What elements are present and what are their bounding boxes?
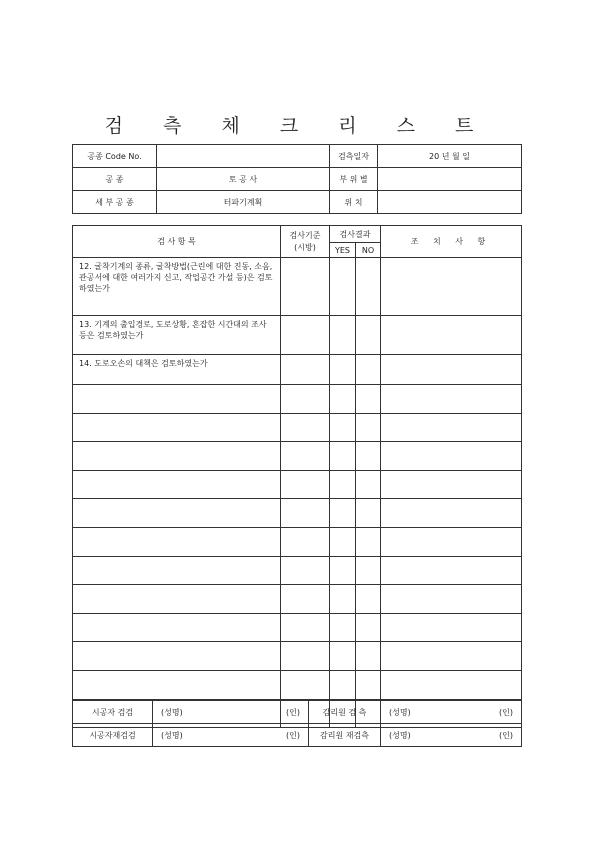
check-no[interactable] bbox=[356, 355, 381, 385]
check-standard[interactable] bbox=[281, 258, 330, 316]
check-standard[interactable] bbox=[281, 385, 330, 414]
check-yes[interactable] bbox=[330, 413, 356, 442]
checklist-row bbox=[73, 355, 522, 385]
check-no[interactable] bbox=[356, 527, 381, 556]
info-label-2: 검측일자 bbox=[330, 145, 378, 168]
info-value-2[interactable]: 20 년 월 일 bbox=[378, 145, 522, 168]
check-no[interactable] bbox=[356, 613, 381, 642]
header-no: NO bbox=[356, 243, 381, 258]
check-action[interactable] bbox=[381, 585, 522, 614]
signature-row bbox=[73, 724, 522, 747]
info-value[interactable] bbox=[157, 145, 330, 168]
checklist-row bbox=[73, 527, 522, 556]
page-title: 검 측 체 크 리 스 트 bbox=[104, 115, 491, 137]
info-table bbox=[72, 144, 522, 214]
signature-role: 시공자재검검 bbox=[73, 724, 153, 747]
info-row bbox=[73, 145, 522, 168]
check-item bbox=[73, 442, 281, 471]
check-item bbox=[73, 670, 281, 699]
check-action[interactable] bbox=[381, 670, 522, 699]
check-item bbox=[73, 613, 281, 642]
signature-row bbox=[73, 701, 522, 724]
check-item: 12. 굴착기계의 종류, 굴착방법(근린에 대한 진동, 소음, 관공서에 대한 여러가지 신고, 작업공간 가설 등)은 검토하였는가 bbox=[73, 258, 281, 316]
checklist-row bbox=[73, 642, 522, 671]
signature-field-2[interactable] bbox=[381, 724, 522, 747]
check-standard[interactable] bbox=[281, 527, 330, 556]
check-yes[interactable] bbox=[330, 499, 356, 528]
check-action[interactable] bbox=[381, 355, 522, 385]
info-row bbox=[73, 168, 522, 191]
check-no[interactable] bbox=[356, 499, 381, 528]
check-standard[interactable] bbox=[281, 316, 330, 355]
checklist-row bbox=[73, 499, 522, 528]
seal-mark-2: (인) bbox=[499, 707, 513, 717]
check-yes[interactable] bbox=[330, 442, 356, 471]
check-action[interactable] bbox=[381, 470, 522, 499]
check-no[interactable] bbox=[356, 670, 381, 699]
signature-name-2: (성명) bbox=[389, 730, 411, 740]
check-standard[interactable] bbox=[281, 613, 330, 642]
check-no[interactable] bbox=[356, 258, 381, 316]
check-action[interactable] bbox=[381, 527, 522, 556]
checklist-row bbox=[73, 258, 522, 316]
check-no[interactable] bbox=[356, 470, 381, 499]
header-item: 검 사 항 목 bbox=[73, 226, 281, 258]
check-standard[interactable] bbox=[281, 413, 330, 442]
check-action[interactable] bbox=[381, 258, 522, 316]
check-standard[interactable] bbox=[281, 585, 330, 614]
checklist-row bbox=[73, 385, 522, 414]
check-no[interactable] bbox=[356, 385, 381, 414]
seal-mark-2: (인) bbox=[499, 730, 513, 740]
check-no[interactable] bbox=[356, 316, 381, 355]
check-item bbox=[73, 499, 281, 528]
check-yes[interactable] bbox=[330, 258, 356, 316]
check-action[interactable] bbox=[381, 316, 522, 355]
check-item bbox=[73, 413, 281, 442]
info-value-2[interactable] bbox=[378, 191, 522, 214]
info-value-2[interactable] bbox=[378, 168, 522, 191]
check-yes[interactable] bbox=[330, 613, 356, 642]
checklist-table bbox=[72, 225, 522, 728]
check-yes[interactable] bbox=[330, 585, 356, 614]
info-label: 공종 Code No. bbox=[73, 145, 157, 168]
check-item bbox=[73, 556, 281, 585]
info-label-2: 위 치 bbox=[330, 191, 378, 214]
check-action[interactable] bbox=[381, 556, 522, 585]
check-action[interactable] bbox=[381, 413, 522, 442]
checklist-row bbox=[73, 413, 522, 442]
info-label: 세 부 공 종 bbox=[73, 191, 157, 214]
signature-field-2[interactable] bbox=[381, 701, 522, 724]
signature-role-2: 감리원 재검측 bbox=[309, 724, 381, 747]
header-standard: 검사기준 (시방) bbox=[281, 226, 330, 258]
check-action[interactable] bbox=[381, 613, 522, 642]
signature-table bbox=[72, 700, 522, 747]
check-action[interactable] bbox=[381, 385, 522, 414]
check-no[interactable] bbox=[356, 442, 381, 471]
seal-mark: (인) bbox=[286, 707, 300, 717]
check-item bbox=[73, 385, 281, 414]
signature-field[interactable] bbox=[153, 701, 309, 724]
check-standard[interactable] bbox=[281, 442, 330, 471]
check-yes[interactable] bbox=[330, 527, 356, 556]
signature-name: (성명) bbox=[161, 707, 183, 717]
check-item bbox=[73, 527, 281, 556]
check-item bbox=[73, 585, 281, 614]
check-yes[interactable] bbox=[330, 316, 356, 355]
check-item: 14. 도로오손의 대책은 검토하였는가 bbox=[73, 355, 281, 385]
check-yes[interactable] bbox=[330, 470, 356, 499]
check-yes[interactable] bbox=[330, 670, 356, 699]
signature-field[interactable] bbox=[153, 724, 309, 747]
checklist-row bbox=[73, 470, 522, 499]
check-yes[interactable] bbox=[330, 642, 356, 671]
header-result: 검사결과 bbox=[330, 226, 381, 243]
checklist-row bbox=[73, 316, 522, 355]
checklist-row bbox=[73, 556, 522, 585]
signature-role-2: 감리원 검 측 bbox=[309, 701, 381, 724]
checklist-row bbox=[73, 585, 522, 614]
signature-name-2: (성명) bbox=[389, 707, 411, 717]
header-action: 조 치 사 항 bbox=[381, 226, 522, 258]
check-action[interactable] bbox=[381, 442, 522, 471]
check-standard[interactable] bbox=[281, 499, 330, 528]
check-action[interactable] bbox=[381, 642, 522, 671]
info-value[interactable]: 토 공 사 bbox=[157, 168, 330, 191]
check-standard[interactable] bbox=[281, 556, 330, 585]
check-item bbox=[73, 470, 281, 499]
check-yes[interactable] bbox=[330, 556, 356, 585]
info-row bbox=[73, 191, 522, 214]
signature-name: (성명) bbox=[161, 730, 183, 740]
check-standard[interactable] bbox=[281, 642, 330, 671]
check-standard[interactable] bbox=[281, 670, 330, 699]
signature-role: 시공자 검검 bbox=[73, 701, 153, 724]
check-no[interactable] bbox=[356, 413, 381, 442]
check-item bbox=[73, 642, 281, 671]
check-item: 13. 기계의 출입경로, 도로상황, 혼잡한 시간대의 조사 등은 검토하였는가 bbox=[73, 316, 281, 355]
info-value[interactable]: 터파기계획 bbox=[157, 191, 330, 214]
check-action[interactable] bbox=[381, 499, 522, 528]
check-no[interactable] bbox=[356, 585, 381, 614]
info-label: 공 종 bbox=[73, 168, 157, 191]
check-yes[interactable] bbox=[330, 355, 356, 385]
header-yes: YES bbox=[330, 243, 356, 258]
checklist-row bbox=[73, 613, 522, 642]
check-yes[interactable] bbox=[330, 385, 356, 414]
seal-mark: (인) bbox=[286, 730, 300, 740]
checklist-row bbox=[73, 442, 522, 471]
check-standard[interactable] bbox=[281, 470, 330, 499]
checklist-row bbox=[73, 670, 522, 699]
check-standard[interactable] bbox=[281, 355, 330, 385]
info-label-2: 부 위 별 bbox=[330, 168, 378, 191]
check-no[interactable] bbox=[356, 642, 381, 671]
check-no[interactable] bbox=[356, 556, 381, 585]
